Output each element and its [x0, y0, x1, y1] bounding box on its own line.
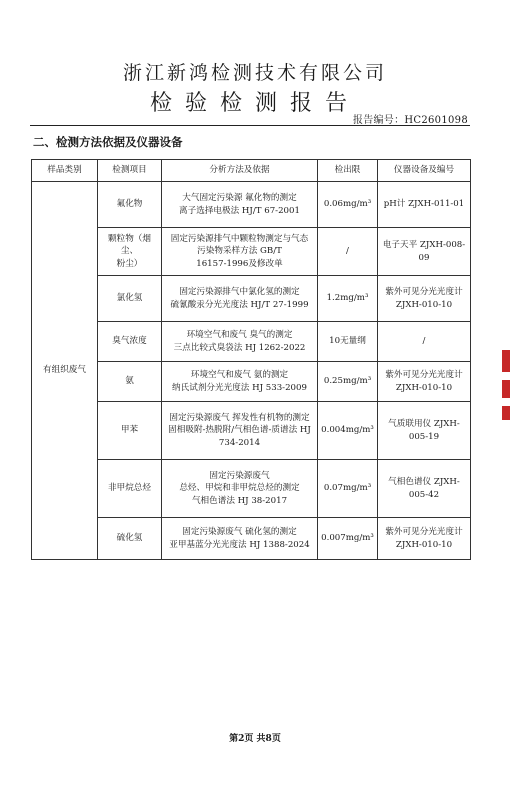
cell-detection-limit: 10无量纲 — [318, 322, 378, 362]
cell-instrument: 紫外可见分光光度计 ZJXH-010-10 — [378, 362, 471, 402]
cell-instrument: pH计 ZJXH-011-01 — [378, 182, 471, 228]
cell-method: 固定污染源废气 挥发性有机物的测定 固相吸附-热脱附/气相色谱-质谱法 HJ 734-2014 — [162, 402, 318, 460]
cell-detection-limit: 0.007mg/m³ — [318, 518, 378, 560]
cell-test-item: 氯化氢 — [98, 276, 162, 322]
cell-instrument: 气质联用仪 ZJXH-005-19 — [378, 402, 471, 460]
cell-detection-limit: 0.07mg/m³ — [318, 460, 378, 518]
header-test-item: 检测项目 — [98, 160, 162, 182]
cell-detection-limit: / — [318, 228, 378, 276]
cell-method: 环境空气和废气 臭气的测定 三点比较式臭袋法 HJ 1262-2022 — [162, 322, 318, 362]
cell-instrument: / — [378, 322, 471, 362]
cell-test-item: 臭气浓度 — [98, 322, 162, 362]
table-row — [32, 460, 471, 518]
cell-instrument: 气相色谱仪 ZJXH-005-42 — [378, 460, 471, 518]
cell-detection-limit: 0.004mg/m³ — [318, 402, 378, 460]
cell-method: 固定污染源排气中氯化氢的测定 硫氰酸汞分光光度法 HJ/T 27-1999 — [162, 276, 318, 322]
table-row — [32, 322, 471, 362]
table-row — [32, 518, 471, 560]
cell-test-item: 硫化氢 — [98, 518, 162, 560]
cell-test-item: 氟化物 — [98, 182, 162, 228]
cell-test-item: 氨 — [98, 362, 162, 402]
header-divider — [30, 125, 470, 126]
seal-edge-mark — [502, 350, 510, 440]
table-header-row — [32, 160, 471, 182]
cell-instrument: 紫外可见分光光度计 ZJXH-010-10 — [378, 518, 471, 560]
page-footer: 第2页 共8页 — [229, 734, 281, 744]
table-row — [32, 276, 471, 322]
cell-detection-limit: 1.2mg/m³ — [318, 276, 378, 322]
cell-instrument: 电子天平 ZJXH-008-09 — [378, 228, 471, 276]
cell-method: 固定污染源废气 硫化氢的测定 亚甲基蓝分光光度法 HJ 1388-2024 — [162, 518, 318, 560]
header-method: 分析方法及依据 — [162, 160, 318, 182]
report-number: 报告编号：HC2601098 — [352, 115, 468, 126]
header-detection-limit: 检出限 — [318, 160, 378, 182]
report-title: 检验检测报告 — [149, 91, 360, 116]
cell-detection-limit: 0.06mg/m³ — [318, 182, 378, 228]
table-row — [32, 228, 471, 276]
table-row — [32, 362, 471, 402]
cell-method: 大气固定污染源 氟化物的测定 离子选择电极法 HJ/T 67-2001 — [162, 182, 318, 228]
header-instrument: 仪器设备及编号 — [378, 160, 471, 182]
cell-test-item: 非甲烷总烃 — [98, 460, 162, 518]
cell-test-item: 甲苯 — [98, 402, 162, 460]
cell-instrument: 紫外可见分光光度计 ZJXH-010-10 — [378, 276, 471, 322]
cell-method: 环境空气和废气 氨的测定 纳氏试剂分光光度法 HJ 533-2009 — [162, 362, 318, 402]
cell-method: 固定污染源排气中颗粒物测定与气态 污染物采样方法 GB/T 16157-1996及修改单 — [162, 228, 318, 276]
cell-detection-limit: 0.25mg/m³ — [318, 362, 378, 402]
table-row — [32, 182, 471, 228]
cell-sample-category: 有组织废气 — [32, 182, 98, 560]
table-row — [32, 402, 471, 460]
section-title: 二、检测方法依据及仪器设备 — [33, 135, 183, 149]
cell-test-item: 颗粒物（烟尘、 粉尘） — [98, 228, 162, 276]
company-name: 浙江新鸿检测技术有限公司 — [122, 62, 387, 84]
header-sample-category: 样品类别 — [32, 160, 98, 182]
cell-method: 固定污染源废气 总烃、甲烷和非甲烷总烃的测定 气相色谱法 HJ 38-2017 — [162, 460, 318, 518]
methods-table — [31, 159, 471, 560]
